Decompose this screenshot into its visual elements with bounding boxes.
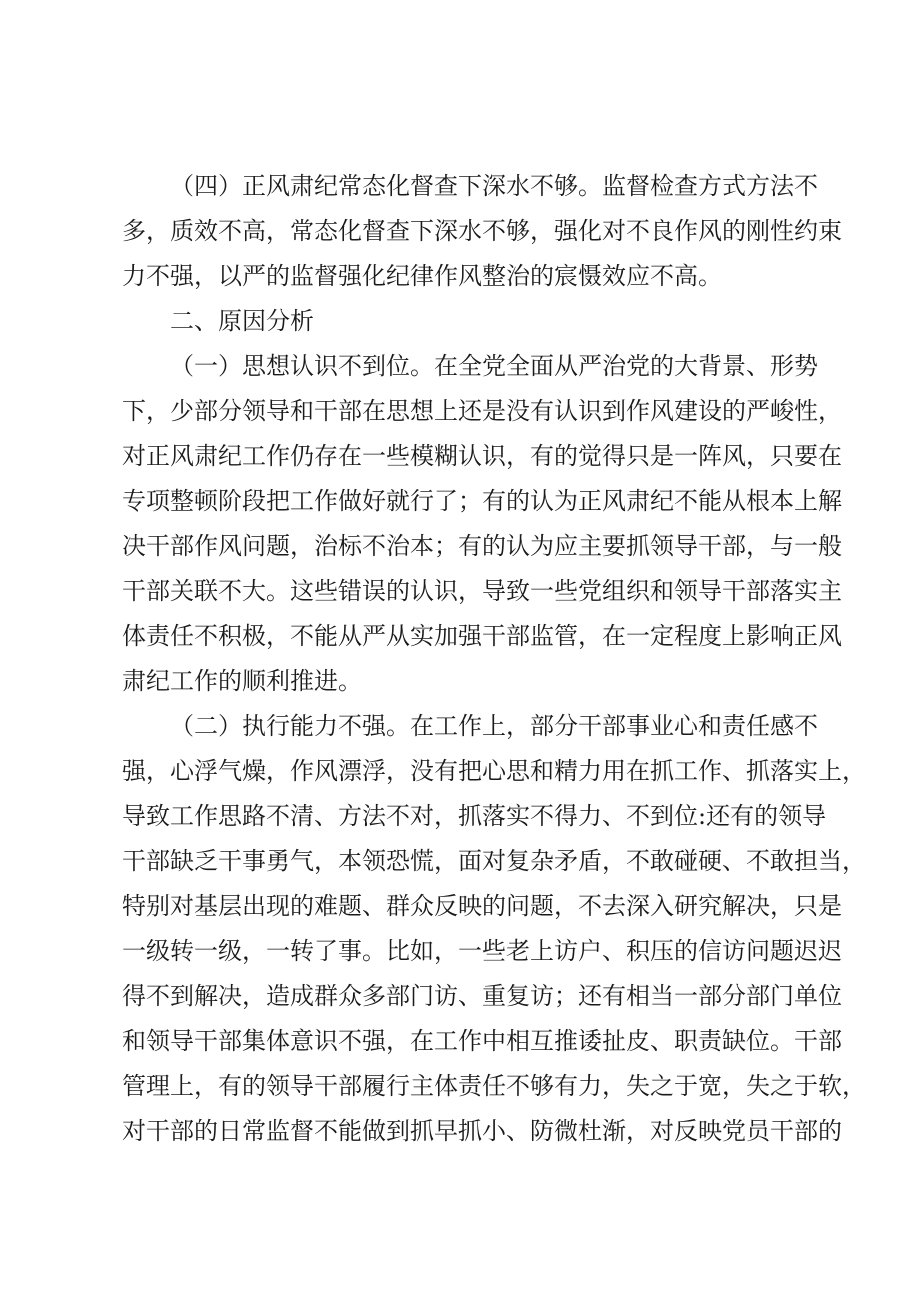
section-one-line-4: 专项整顿阶段把工作做好就行了；有的认为正风肃纪不能从根本上解 [122,487,842,515]
section-one-line-8: 肃纪工作的顺利推进。 [122,667,362,695]
section-two-line-7: 得不到解决，造成群众多部门访、重复访；还有相当一部分部门单位 [122,982,842,1010]
section-two-line-2: 强，心浮气燥，作风漂浮，没有把心思和精力用在抓工作、抓落实上， [122,757,866,785]
section-one-line-7: 体责任不积极，不能从严从实加强干部监管，在一定程度上影响正风 [122,622,842,650]
section-one-line-5: 决干部作风问题，治标不治本；有的认为应主要抓领导干部，与一般 [122,532,842,560]
section-four-line-2: 多，质效不高，常态化督查下深水不够，强化对不良作风的刚性约束 [122,217,842,245]
section-two-line-6: 一级转一级，一转了事。比如，一些老上访户、积压的信访问题迟迟 [122,937,842,965]
section-one-line-3: 对正风肃纪工作仍存在一些模糊认识，有的觉得只是一阵风，只要在 [122,442,842,470]
section-two-line-10: 对干部的日常监督不能做到抓早抓小、防微杜渐，对反映党员干部的 [122,1117,842,1145]
section-two-line-9: 管理上，有的领导干部履行主体责任不够有力，失之于宽，失之于软， [122,1072,866,1100]
section-two-line-5: 特别对基层出现的难题、群众反映的问题，不去深入研究解决，只是 [122,892,842,920]
section-four-line-1: （四）正风肃纪常态化督查下深水不够。监督检查方式方法不 [170,172,818,200]
section-two-line-8: 和领导干部集体意识不强，在工作中相互推诿扯皮、职责缺位。干部 [122,1027,842,1055]
heading-cause-analysis: 二、原因分析 [170,307,314,335]
section-four-line-3: 力不强，以严的监督强化纪律作风整治的宸慑效应不高。 [122,262,722,290]
section-two-line-3: 导致工作思路不清、方法不对，抓落实不得力、不到位:还有的领导 [122,802,827,830]
section-two-line-4: 干部缺乏干事勇气，本领恐慌，面对复杂矛盾，不敢碰硬、不敢担当， [122,847,866,875]
section-one-line-6: 干部关联不大。这些错误的认识，导致一些党组织和领导干部落实主 [122,577,842,605]
section-one-line-2: 下，少部分领导和干部在思想上还是没有认识到作风建设的严峻性， [122,397,842,425]
section-one-line-1: （一）思想认识不到位。在全党全面从严治党的大背景、形势 [170,352,818,380]
section-two-line-1: （二）执行能力不强。在工作上，部分干部事业心和责任感不 [170,712,818,740]
